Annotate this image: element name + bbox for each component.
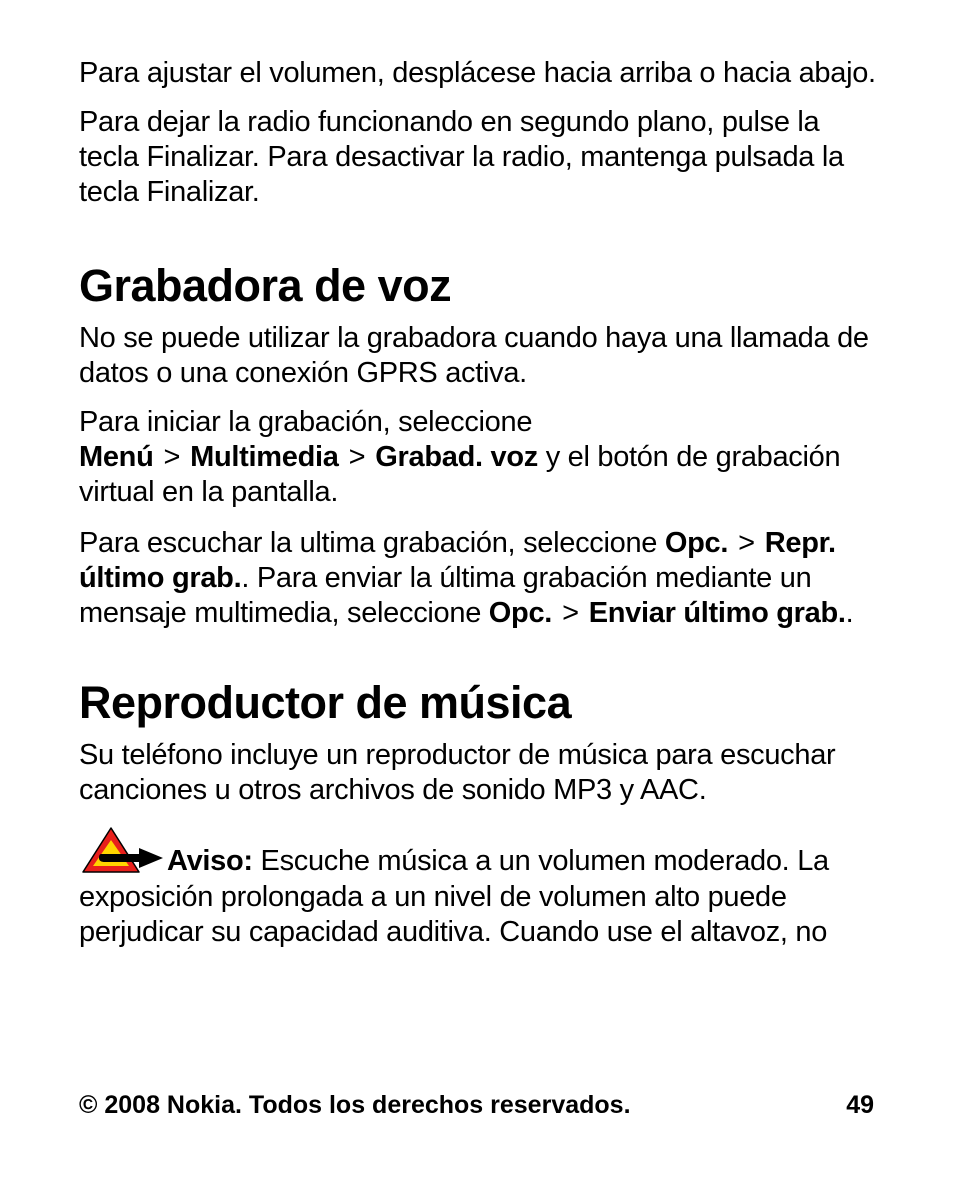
recorder-start-text: Para iniciar la grabación, seleccione (79, 406, 533, 438)
music-player-heading: Reproductor de música (79, 677, 572, 728)
volume-paragraph: Para ajustar el volumen, desplácese hacia arriba o hacia abajo. (79, 57, 876, 89)
repr-ultimo-grab-command: Repr. último grab. (79, 527, 836, 594)
listen-text: Para escuchar la ultima grabación, seleccione (79, 527, 665, 559)
radio-paragraph: Para dejar la radio funcionando en segundo plano, pulse la tecla Finalizar. Para desactivar la radio, mantenga pulsada la tecla Finalizar. (79, 106, 844, 208)
warning-text: Escuche música a un volumen moderado. La exposición prolongada a un nivel de volumen alto puede perjudicar su capacidad auditiva. Cuando use el altavoz, no (79, 845, 829, 948)
page-footer (79, 1089, 874, 1121)
warning-triangle-hand-icon (79, 824, 167, 880)
menu-separator: > (348, 441, 366, 473)
player-intro-paragraph: Su teléfono incluye un reproductor de música para escuchar canciones u otros archivos de sonido MP3 y AAC. (79, 739, 836, 806)
recorder-start-paragraph (79, 405, 879, 510)
grabad-voz-command: Grabad. voz (375, 441, 538, 473)
page-number: 49 (846, 1091, 874, 1119)
listen-text-end: . (845, 597, 854, 629)
menu-command: Menú (79, 441, 154, 473)
opc-command: Opc. (664, 527, 729, 559)
recorder-start-text-end: y el botón de grabación virtual en la pantalla. (79, 441, 841, 508)
warning-label: Aviso: (167, 845, 253, 877)
recorder-intro-paragraph: No se puede utilizar la grabadora cuando haya una llamada de datos o una conexión GPRS activa. (79, 322, 869, 389)
voice-recorder-heading: Grabadora de voz (79, 260, 452, 311)
enviar-ultimo-grab-command: Enviar último grab. (588, 597, 846, 629)
multimedia-command: Multimedia (190, 441, 339, 473)
copyright-notice: © 2008 Nokia. Todos los derechos reservados. (79, 1091, 631, 1119)
warning-paragraph (79, 824, 879, 950)
menu-separator: > (163, 441, 181, 473)
menu-separator: > (562, 597, 579, 629)
recorder-listen-paragraph (79, 526, 879, 631)
manual-page (79, 56, 879, 950)
listen-text-middle: . Para enviar la última grabación mediante un mensaje multimedia, seleccione (79, 562, 812, 629)
menu-separator: > (738, 527, 755, 559)
opc-command: Opc. (488, 597, 553, 629)
